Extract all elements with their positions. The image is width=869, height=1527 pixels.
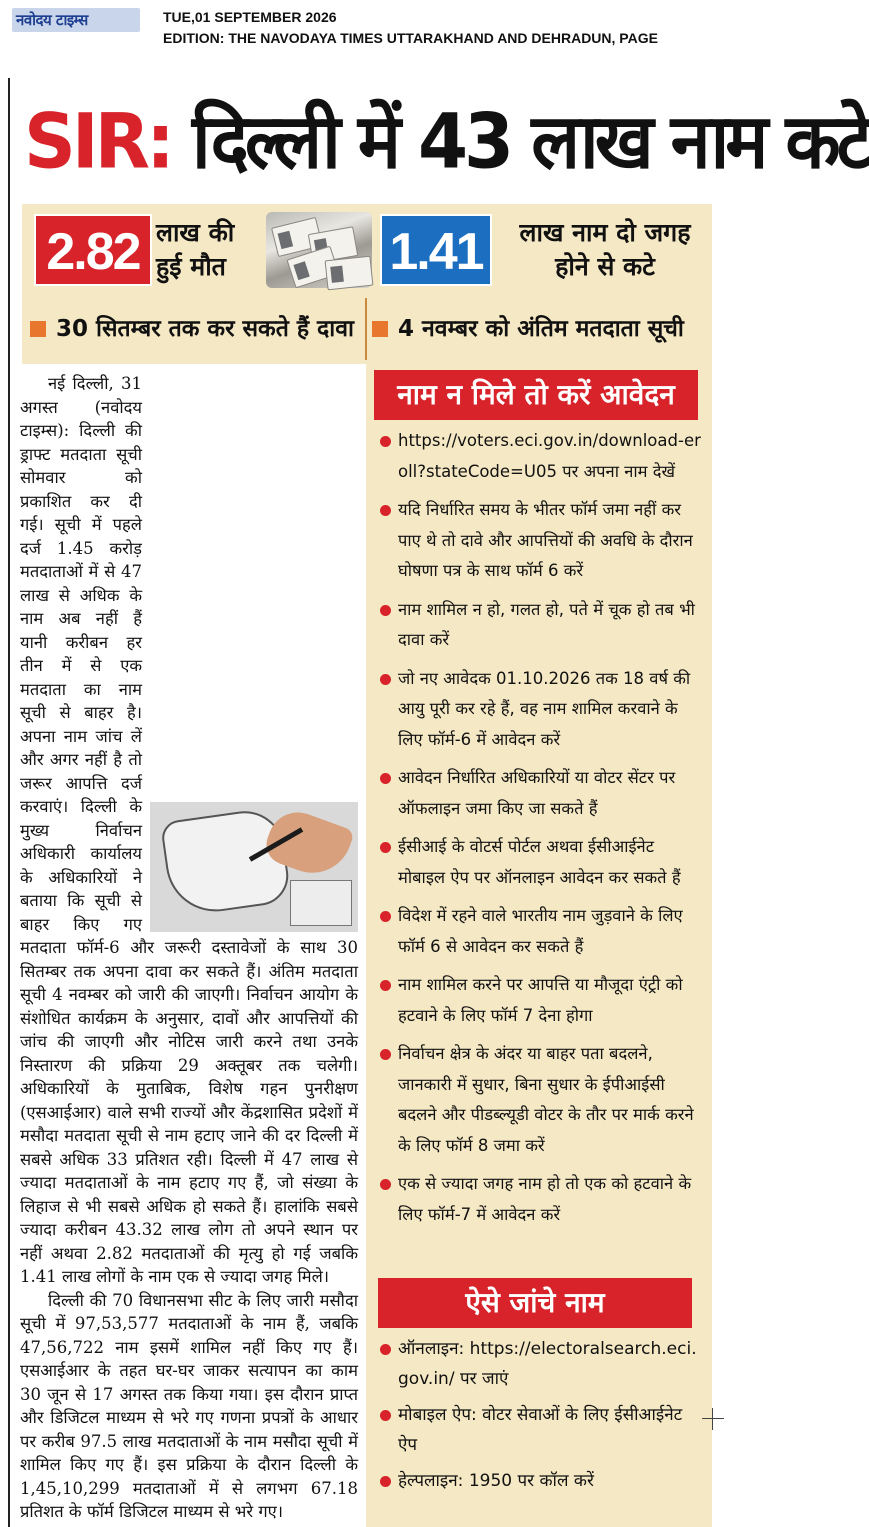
list-item-text: मोबाइल ऐप: वोटर सेवाओं के लिए ईसीआईनेट ऐप [398,1405,683,1455]
bullet-dot-icon [380,1344,391,1355]
list-item-text: ऑनलाइन: https://electoralsearch.eci.gov.in/ पर जाएं [398,1339,697,1389]
list-item [380,763,704,824]
bullet-square-icon [30,321,46,337]
sidebar-banner-check: ऐसे जांचे नाम [378,1278,692,1328]
bullet-dot-icon [380,1049,391,1060]
list-item [380,495,704,587]
list-item-text: नाम शामिल न हो, गलत हो, पते में चूक हो तब भी दावा करें [398,599,695,649]
list-item-text: नाम शामिल करने पर आपत्ति या मौजूदा एंट्री को हटवाने के लिए फॉर्म 7 देना होगा [398,975,683,1025]
list-item [380,426,704,487]
crosshair-icon [702,1408,724,1430]
list-item-text: यदि निर्धारित समय के भीतर फॉर्म जमा नहीं कर पाए थे तो दावे और आपत्तियों की अवधि के दौरान घोषणा पत्र के साथ फॉर्म 6 करें [398,500,693,580]
bullet-dot-icon [380,911,391,922]
bullet-dot-icon [380,980,391,991]
subhead-final-list [372,312,684,346]
stat-duplicate-label: लाख नाम दो जगह होने से कटे [519,218,691,281]
body-paragraph-2: दिल्ली की 70 विधानसभा सीट के लिए जारी मसौदा सूची में 97,53,577 मतदाताओं के नाम हैं, जबकि 47,56,722 नाम इसमें शामिल नहीं किए गए हैं। एसआईआर के तहत घर-घर जाकर सत्यापन का काम 30 जून से 17 अगस्त तक किया गया। इस दौरान प्राप्त और डिजिटल माध्यम से भरे गए गणना प्रपत्रों के आधार पर करीब 97.5 लाख मतदाताओं के नाम मसौदा सूची में शामिल किए गए हैं। इस प्रक्रिया के दौरान दिल्ली के 1,45,10,299 मतदाताओं में से लगभग 67.18 प्रतिशत के फॉर्म डिजिटल माध्यम से भरे गए। [20,1290,358,1521]
sidebar-banner-apply: नाम न मिले तो करें आवेदन [374,370,698,420]
subheads-band [22,294,712,364]
bullet-dot-icon [380,1410,391,1421]
list-item [380,970,704,1031]
stat-duplicate-value: 1.41 [380,214,492,286]
list-item [380,1400,704,1460]
voter-list-photo [150,802,358,932]
list-item-text: विदेश में रहने वाले भारतीय नाम जुड़वाने के लिए फॉर्म 6 से आवेदन कर सकते हैं [398,906,683,956]
bullet-dot-icon [380,674,391,685]
list-item-text: जो नए आवेदक 01.10.2026 तक 18 वर्ष की आयु पूरी कर रहे हैं, वह नाम शामिल करवाने के लिए फॉर्म-6 में आवेदन करें [398,668,691,749]
bullet-dot-icon [380,505,391,516]
list-item-text: निर्वाचन क्षेत्र के अंदर या बाहर पता बदलने, जानकारी में सुधार, बिना सुधार के ईपीआईसी बदलने और पीडब्ल्यूडी वोटर के तौर पर मार्क करने के लिए फॉर्म 8 जमा करें [398,1044,694,1155]
list-item [380,664,704,756]
article [8,78,869,1527]
article-body [20,372,358,1524]
bullet-dot-icon [380,605,391,616]
list-item-text: https://voters.eci.gov.in/download-eroll?stateCode=U05 पर अपना नाम देखें [398,431,701,481]
logo-text: नवोदय टाइम्स [16,11,88,29]
list-item [380,832,704,893]
subhead-left-text: 30 सितम्बर तक कर सकते हैं दावा [56,316,354,342]
check-name-list [380,1334,704,1502]
headline-text: दिल्ली में 43 लाख नाम कटे [170,96,869,186]
list-item [380,1334,704,1394]
sidebar-box [366,364,712,1527]
bullet-square-icon [372,321,388,337]
newspaper-logo [12,8,140,32]
list-item [380,595,704,656]
list-item [380,1466,704,1496]
bullet-dot-icon [380,1476,391,1487]
headline [24,79,869,203]
bullet-dot-icon [380,842,391,853]
voter-id-cards-image [266,212,372,288]
edition-date: TUE,01 SEPTEMBER 2026 [163,9,337,25]
stat-deaths-value: 2.82 [34,214,152,286]
body-paragraph-1: नई दिल्ली, 31 अगस्त (नवोदय टाइम्स): दिल्ली की ड्राफ्ट मतदाता सूची सोमवार को प्रकाशित कर दी गई। सूची में पहले दर्ज 1.45 करोड़ मतदाताओं में से 47 लाख से अधिक के नाम अब नहीं हैं यानी करीबन हर तीन में से एक मतदाता का नाम सूची से बाहर है। अपना नाम जांच लें और अगर नहीं है तो जरूर आपत्ति दर्ज करवाएं। दिल्ली के मुख्य निर्वाचन अधिकारी कार्यालय के अधिकारियों ने बताया कि सूची से बाहर किए गए मतदाता फॉर्म-6 और जरूरी दस्तावेजों के साथ 30 सितम्बर तक अपना दावा कर सकते हैं। अंतिम मतदाता सूची 4 नवम्बर को जारी की जाएगी। निर्वाचन आयोग के संशोधित कार्यक्रम के अनुसार, दावों और आपत्तियों की जांच की जाएगी और नोटिस जारी करने तथा उनके निस्तारण की प्रक्रिया 29 अक्तूबर तक चलेगी। अधिकारियों के मुताबिक, विशेष गहन पुनरीक्षण (एसआईआर) वाले सभी राज्यों और केंद्रशासित प्रदेशों में मसौदा मतदाता सूची से नाम हटाए जाने की दर दिल्ली में सबसे अधिक 33 प्रतिशत रही। दिल्ली में 47 लाख से ज्यादा मतदाताओं के नाम हटाए गए हैं, जो संख्या के लिहाज से भी सबसे अधिक हो सकते हैं। हालांकि सबसे ज्यादा करीबन 43.32 लाख लोग तो अपने स्थान पर नहीं अथवा 2.82 मतदाताओं की मृत्यु हो गई जबकि 1.41 लाख लोगों के नाम एक से ज्यादा जगह मिले। [20,374,358,1286]
bullet-dot-icon [380,1179,391,1190]
apply-steps-list [380,426,704,1238]
list-item-text: हेल्पलाइन: 1950 पर कॉल करें [398,1471,594,1491]
headline-prefix: SIR: [24,96,171,186]
stats-band [22,204,712,294]
list-item [380,901,704,962]
subhead-divider [365,298,367,360]
list-item [380,1169,704,1230]
bullet-dot-icon [380,773,391,784]
subhead-claim-deadline [30,312,354,346]
masthead [0,0,730,58]
list-item [380,1039,704,1161]
edition-name: EDITION: THE NAVODAYA TIMES UTTARAKHAND AND DEHRADUN, PAGE [163,30,658,46]
stat-deaths-label: लाख की हुई मौत [156,218,235,281]
list-item-text: ईसीआई के वोटर्स पोर्टल अथवा ईसीआईनेट मोबाइल ऐप पर ऑनलाइन आवेदन कर सकते हैं [398,837,681,887]
list-item-text: एक से ज्यादा जगह नाम हो तो एक को हटवाने के लिए फॉर्म-7 में आवेदन करें [398,1174,692,1224]
list-item-text: आवेदन निर्धारित अधिकारियों या वोटर सेंटर पर ऑफलाइन जमा किए जा सकते हैं [398,768,676,818]
bullet-dot-icon [380,436,391,447]
subhead-right-text: 4 नवम्बर को अंतिम मतदाता सूची [398,316,684,342]
